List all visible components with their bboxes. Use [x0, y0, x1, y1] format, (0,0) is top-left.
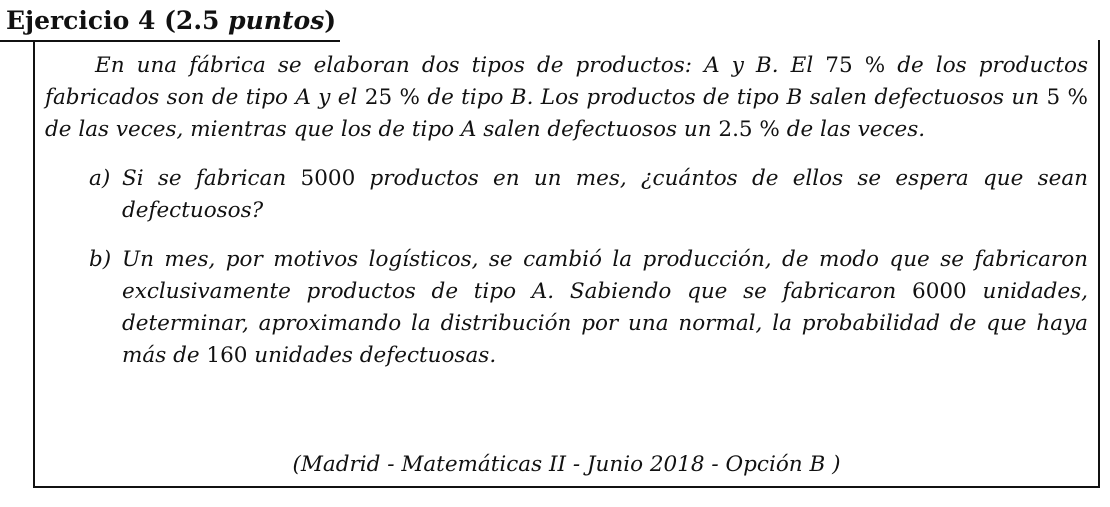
exercise-frame	[33, 40, 1100, 488]
exam-source: (Madrid - Matemáticas II - Junio 2018 - Opción B )	[292, 452, 841, 477]
question-marker-b: b)	[89, 247, 112, 272]
intro-text-3: de tipo B. Los productos de tipo B salen defectuosos un	[419, 85, 1047, 110]
question-b-text-3: unidades defectuosas.	[247, 343, 497, 368]
question-item-a	[45, 163, 1088, 227]
intro-text-1: En una fábrica se elaboran dos tipos de productos: A y B. El	[95, 53, 826, 78]
exercise-points-word: puntos	[228, 6, 325, 35]
intro-percent-defective-b: 5 %	[1046, 85, 1088, 110]
question-marker-a: a)	[89, 166, 111, 191]
exercise-title-text: Ejercicio 4 (2.5	[6, 6, 220, 35]
exercise-content	[45, 50, 1088, 372]
question-a-text-1: Si se fabrican	[122, 166, 301, 191]
question-a-number: 5000	[300, 166, 356, 191]
question-item-b	[45, 244, 1088, 372]
intro-text-5: de las veces.	[779, 117, 926, 142]
question-a-text-2: productos en un mes, ¿cuántos de ellos se espera que sean defectuosos?	[122, 166, 1089, 223]
question-b-number-2: 160	[206, 343, 248, 368]
question-b-number-1: 6000	[912, 279, 967, 304]
intro-text-4: de las veces, mientras que los de tipo A salen defectuosos un	[45, 117, 719, 142]
intro-percent-b: 25 %	[364, 85, 420, 110]
problem-statement	[45, 50, 1088, 146]
question-b-text-2: unidades, determinar, aproximando la distribución por una normal, la probabilidad de que haya más de	[122, 279, 1088, 368]
exercise-title-close: )	[324, 6, 337, 35]
exercise-title	[6, 6, 336, 36]
intro-text-2: de los productos fabricados son de tipo A y el	[45, 53, 1088, 110]
intro-percent-a: 75 %	[825, 53, 886, 78]
intro-percent-defective-a: 2.5 %	[718, 117, 780, 142]
question-b-text-1: Un mes, por motivos logísticos, se cambió la producción, de modo que se fabricaron exclusivamente productos de tipo A. Sabiendo que se fabricaron	[122, 247, 1088, 304]
